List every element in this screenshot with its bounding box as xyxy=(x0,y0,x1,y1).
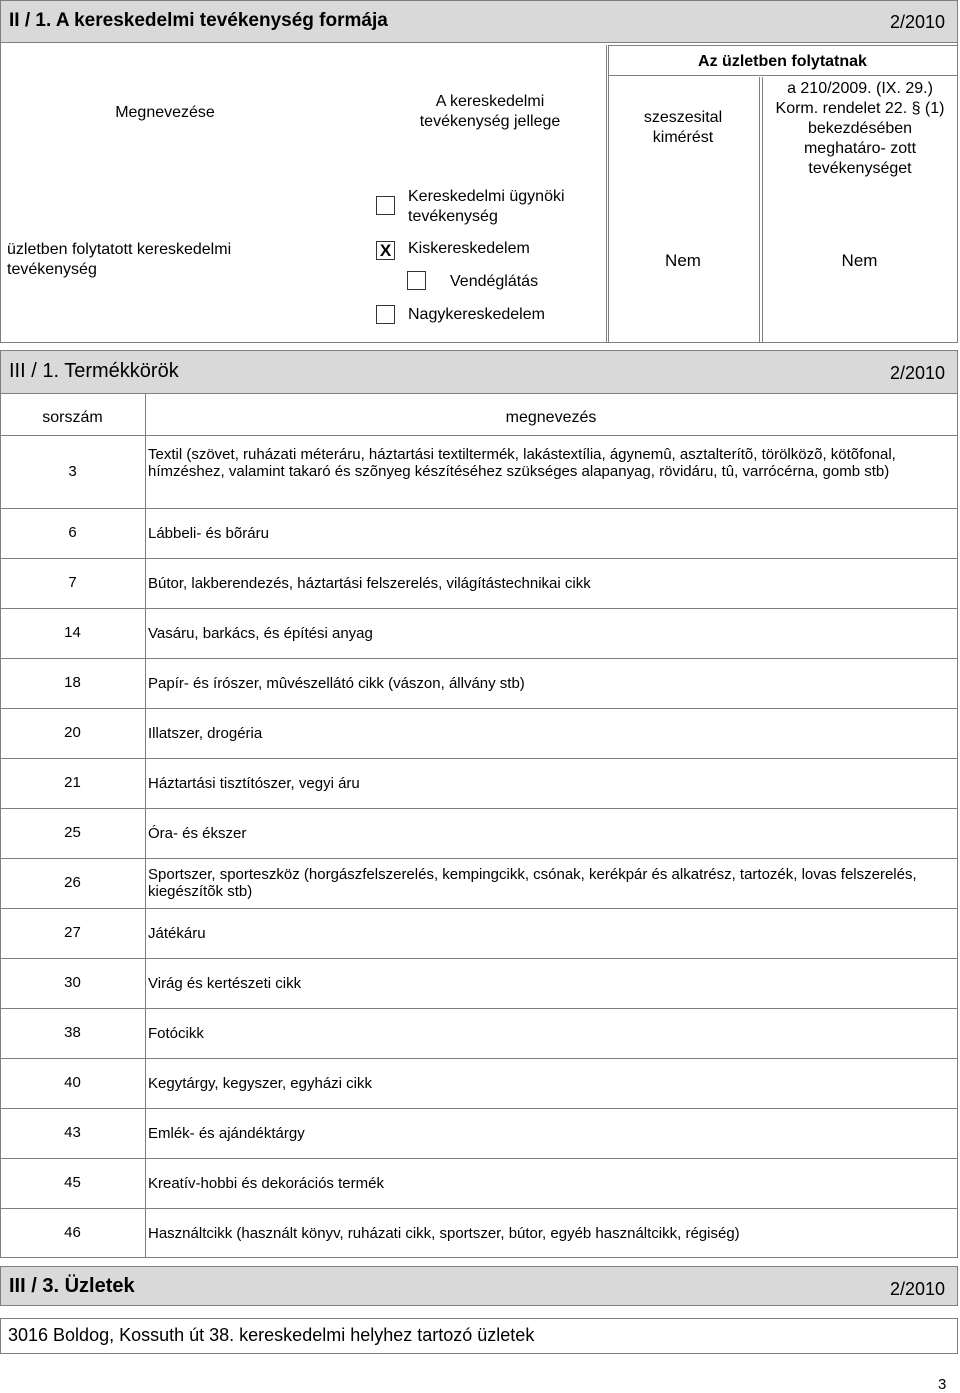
row-name: Kegytárgy, kegyszer, egyházi cikk xyxy=(148,1074,372,1092)
row-number: 45 xyxy=(64,1174,81,1191)
header-group: Az üzletben folytatnak xyxy=(698,53,867,70)
checkbox-retail[interactable]: X xyxy=(376,241,395,260)
shops-text: 3016 Boldog, Kossuth út 38. kereskedelmi helyhez tartozó üzletek xyxy=(8,1325,535,1345)
row-name: Háztartási tisztítószer, vegyi áru xyxy=(148,774,360,792)
row-name: Óra- és ékszer xyxy=(148,824,247,842)
table-row xyxy=(0,508,958,558)
checkbox-catering[interactable] xyxy=(407,271,426,290)
row-name: Sportszer, sporteszköz (horgászfelszerelés, kempingcikk, csónak, kerékpár és alkatrész, tartozék, lovas felszerelés, kiegészítõk stb) xyxy=(148,866,917,900)
section2-year: 2/2010 xyxy=(889,363,945,383)
row-name: Bútor, lakberendezés, háztartási felszerelés, világítástechnikai cikk xyxy=(148,574,591,592)
row-name: Virág és kertészeti cikk xyxy=(148,974,302,992)
table-row xyxy=(0,1208,958,1258)
table-row xyxy=(0,1008,958,1058)
row-number: 40 xyxy=(64,1074,81,1091)
header-name: Megnevezése xyxy=(115,104,215,121)
header-decree: a 210/2009. (IX. 29.) Korm. rendelet 22. § (1) bekezdésében meghatáro- zott tevékenységet xyxy=(775,80,945,177)
row-number: 25 xyxy=(64,824,81,841)
row-number: 46 xyxy=(64,1224,81,1241)
table-row xyxy=(0,908,958,958)
activity-label: üzletben folytatott kereskedelmi tevékenység xyxy=(7,241,232,278)
option-catering-label: Vendéglátás xyxy=(450,273,539,290)
table-row xyxy=(0,808,958,858)
shops-box xyxy=(0,1318,958,1354)
row-name: Játékáru xyxy=(148,924,206,942)
decree-value: Nem xyxy=(841,251,878,270)
section1-header xyxy=(0,0,958,43)
section2-title: III / 1. Termékkörök xyxy=(9,360,179,382)
table-row xyxy=(0,558,958,608)
row-number: 43 xyxy=(64,1124,81,1141)
option-wholesale-label: Nagykereskedelem xyxy=(408,306,545,323)
row-name: Kreatív-hobbi és dekorációs termék xyxy=(148,1174,384,1192)
row-name: Vasáru, barkács, és építési anyag xyxy=(148,624,373,642)
section2-header xyxy=(0,350,958,394)
row-name: Papír- és írószer, mûvészellátó cikk (vászon, állvány stb) xyxy=(148,674,525,692)
table-row xyxy=(0,1058,958,1108)
row-number: 27 xyxy=(64,924,81,941)
row-number: 30 xyxy=(64,974,81,991)
row-name: Textil (szövet, ruházati méteráru, háztartási textiltermék, lakástextília, ágynemû, asztalterítõ, törölközõ, kötõfonal, hímzéshez, valamint takaró és szõnyeg készítéséhez szükséges alapanyag, rövidáru, tû, varrócérna, gomb stb) xyxy=(148,446,896,480)
header-nature: A kereskedelmi tevékenység jellege xyxy=(419,93,561,130)
section3-title: III / 3. Üzletek xyxy=(9,1275,135,1297)
row-number: 21 xyxy=(64,774,81,791)
col-num-header: sorszám xyxy=(42,409,103,426)
table-row xyxy=(0,958,958,1008)
row-number: 18 xyxy=(64,674,81,691)
table-row xyxy=(0,708,958,758)
row-number: 14 xyxy=(64,624,81,641)
option-retail-label: Kiskereskedelem xyxy=(408,240,530,257)
table-row xyxy=(0,858,958,908)
row-name: Illatszer, drogéria xyxy=(148,724,263,742)
row-name: Használtcikk (használt könyv, ruházati cikk, sportszer, bútor, egyéb használtcikk, régiség) xyxy=(148,1224,740,1242)
section3-header xyxy=(0,1266,958,1306)
header-spirits: szeszesital kimérést xyxy=(643,109,723,146)
table-row xyxy=(0,758,958,808)
section1-title: II / 1. A kereskedelmi tevékenység formája xyxy=(9,10,388,31)
row-number: 20 xyxy=(64,724,81,741)
spirits-value: Nem xyxy=(665,251,701,270)
row-name: Lábbeli- és bõráru xyxy=(148,524,269,542)
checkbox-wholesale[interactable] xyxy=(376,305,395,324)
table-row xyxy=(0,435,958,508)
table-row xyxy=(0,658,958,708)
row-name: Fotócikk xyxy=(148,1024,204,1042)
row-number: 6 xyxy=(68,524,77,541)
checkbox-agent[interactable] xyxy=(376,196,395,215)
table-row xyxy=(0,1108,958,1158)
page-number: 3 xyxy=(938,1376,947,1393)
row-name: Emlék- és ajándéktárgy xyxy=(148,1124,305,1142)
row-number: 26 xyxy=(64,874,81,891)
col-name-header: megnevezés xyxy=(505,409,597,426)
row-number: 3 xyxy=(68,462,77,480)
table-row xyxy=(0,608,958,658)
row-number: 38 xyxy=(64,1024,81,1041)
option-agent-label: Kereskedelmi ügynöki tevékenység xyxy=(408,188,565,225)
table-row xyxy=(0,1158,958,1208)
section3-year: 2/2010 xyxy=(889,1279,945,1299)
row-number: 7 xyxy=(68,574,77,591)
section1-year: 2/2010 xyxy=(889,12,945,32)
